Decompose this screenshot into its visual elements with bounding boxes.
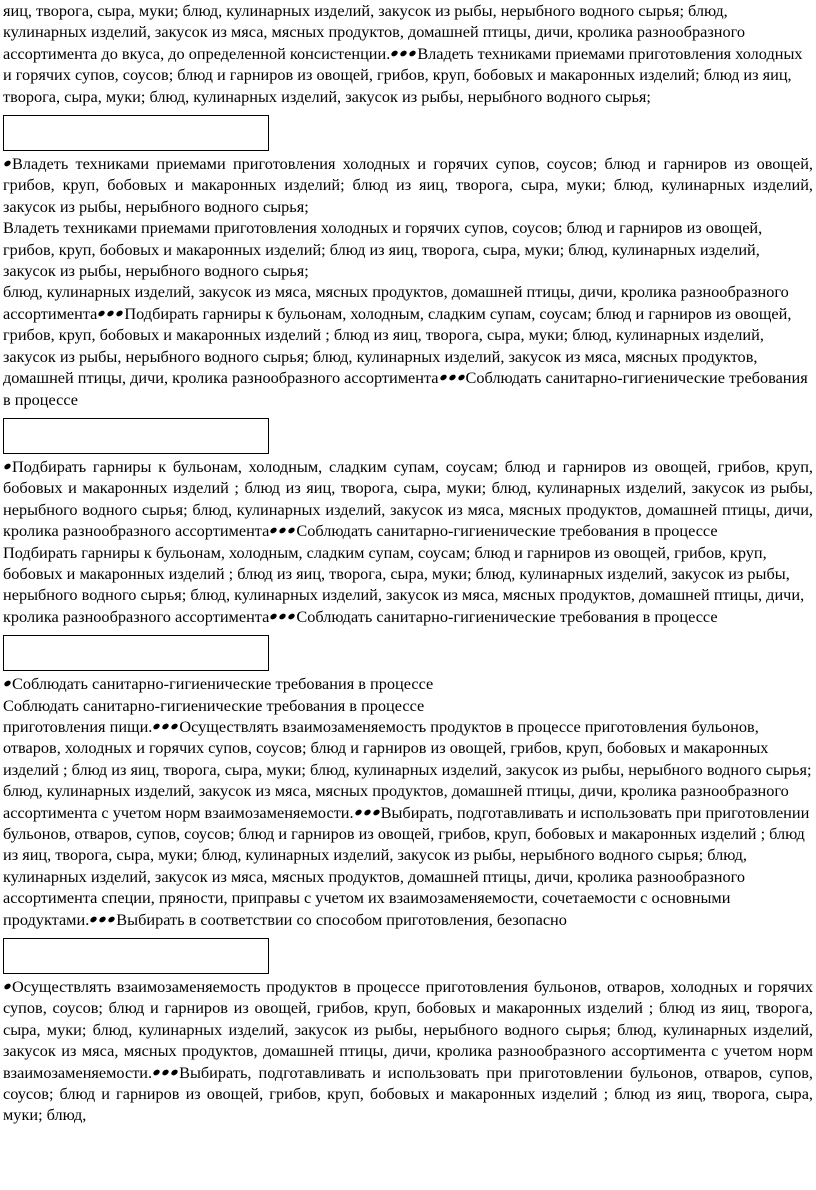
- paragraph-text: Осуществлять взаимозаменяемость продуктов в процессе приготовления бульонов, отваров, холодных и горячих супов, соусов; блюд и гарниров из овощей, грибов, круп, бобовых и макаронных изделий ; блюд из яиц, творога, сыра, муки; блюд, кулинарных изделий, закусок из рыбы, нерыбного водного сырья; блюд, кулинарных изделий, закусок из мяса, мясных продуктов, домашней птицы, дичи, кролика разнообразного ассортимента с учетом норм взаимозаменяемости.: [3, 977, 813, 1082]
- bullet-dots-icon: [89, 910, 116, 929]
- bullet-dot-icon: [372, 808, 381, 816]
- bullet-dot-icon: [400, 49, 409, 57]
- paragraph-text: Подбирать гарниры к бульонам, холодным, сладким супам, соусам; блюд и гарниров из овощей, грибов, круп, бобовых и макаронных изделий ; блюд из яиц, творога, сыра, муки; блюд, кулинарных изделий, закусок из рыбы, нерыбного водного сырья; блюд, кулинарных изделий, закусок из мяса, мясных продуктов, домашней птицы, дичи, кролика разнообразного ассортимента: [3, 303, 792, 388]
- paragraph-text: блюд, кулинарных изделий, закусок из мяса, мясных продуктов, домашней птицы, дичи, кролика разнообразного ассортимента: [3, 282, 789, 323]
- bullet-dot-icon: [439, 374, 448, 382]
- paragraph: [3, 673, 813, 694]
- paragraph-text: Соблюдать санитарно-гигиенические требования в процессе: [3, 695, 425, 715]
- bullet-dot-icon: [3, 462, 12, 470]
- bullet-dots-icon: [269, 607, 296, 626]
- bullet-dot-icon: [3, 982, 12, 990]
- bullet-dots-icon: [97, 304, 124, 323]
- paragraph: [3, 0, 813, 107]
- paragraph-text: яиц, творога, сыра, муки; блюд, кулинарных изделий, закусок из рыбы, нерыбного водного сырья; блюд, кулинарных изделий, закусок из мяса, мясных продуктов, домашней птицы, дичи, кролика разнообразного ассортимента до вкуса, до определенной консистенции.: [3, 1, 746, 63]
- paragraph-text: Соблюдать санитарно-гигиенические требования в процессе: [12, 674, 434, 694]
- bullet-dots-icon: [3, 977, 12, 996]
- paragraph-text: Подбирать гарниры к бульонам, холодным, сладким супам, соусам; блюд и гарниров из овощей, грибов, круп, бобовых и макаронных изделий ; блюд из яиц, творога, сыра, муки; блюд, кулинарных изделий, закусок из рыбы, нерыбного водного сырья; блюд, кулинарных изделий, закусок из мяса, мясных продуктов, домашней птицы, дичи, кролика разнообразного ассортимента: [3, 542, 805, 626]
- bullet-dots-icon: [3, 154, 12, 173]
- bullet-dot-icon: [288, 527, 297, 535]
- bullet-dot-icon: [270, 527, 279, 535]
- bullet-dot-icon: [363, 808, 372, 816]
- paragraph-text: Осуществлять взаимозаменяемость продуктов в процессе приготовления бульонов, отваров, холодных и горячих супов, соусов; блюд и гарниров из овощей, грибов, круп, бобовых и макаронных изделий ; блюд из яиц, творога, сыра, муки; блюд, кулинарных изделий, закусок из рыбы, нерыбного водного сырья; блюд, кулинарных изделий, закусок из мяса, мясных продуктов, домашней птицы, дичи, кролика разнообразного ассортимента с учетом норм взаимозаменяемости.: [3, 716, 812, 822]
- bullet-dot-icon: [448, 374, 457, 382]
- paragraph-text: Соблюдать санитарно-гигиенические требования в процессе: [296, 606, 718, 626]
- blank-box: [3, 115, 269, 151]
- bullet-dots-icon: [3, 457, 12, 476]
- bullet-dot-icon: [288, 612, 297, 620]
- paragraph: [3, 716, 813, 930]
- paragraph: [3, 153, 813, 217]
- paragraph-text: Владеть техниками приемами приготовления холодных и горячих супов, соусов; блюд и гарниров из овощей, грибов, круп, бобовых и макаронных изделий; блюд из яиц, творога, сыра, муки; блюд, кулинарных изделий, закусок из рыбы, нерыбного водного сырья;: [3, 154, 813, 216]
- bullet-dot-icon: [3, 680, 12, 688]
- blank-box: [3, 635, 269, 671]
- paragraph-text: Владеть техниками приемами приготовления холодных и горячих супов, соусов; блюд и гарниров из овощей, грибов, круп, бобовых и макаронных изделий; блюд из яиц, творога, сыра, муки; блюд, кулинарных изделий, закусок из рыбы, нерыбного водного сырья;: [3, 43, 803, 106]
- bullet-dot-icon: [170, 1068, 179, 1076]
- bullet-dot-icon: [116, 309, 125, 317]
- bullet-dots-icon: [390, 44, 417, 63]
- bullet-dots-icon: [152, 717, 179, 736]
- paragraph: [3, 695, 813, 716]
- bullet-dot-icon: [354, 808, 363, 816]
- blank-box: [3, 938, 269, 974]
- bullet-dot-icon: [279, 612, 288, 620]
- bullet-dot-icon: [161, 1068, 170, 1076]
- paragraph-text: Соблюдать санитарно-гигиенические требования в процессе: [3, 368, 808, 409]
- paragraph-text: Выбирать, подготавливать и использовать при приготовлении бульонов, отваров, супов, соусов; блюд и гарниров из овощей, грибов, круп, бобовых и макаронных изделий ; блюд из яиц, творога, сыра, муки; блюд,: [3, 1062, 813, 1125]
- paragraph-text: Выбирать, подготавливать и использовать при приготовлении бульонов, отваров, супов, соусов; блюд и гарниров из овощей, грибов, круп, бобовых и макаронных изделий ; блюд из яиц, творога, сыра, муки; блюд, кулинарных изделий, закусок из рыбы, нерыбного водного сырья; блюд, кулинарных изделий, закусок из мяса, мясных продуктов, домашней птицы, дичи, кролика разнообразного ассортимента специи, пряности, приправы с учетом их взаимозаменяемости, сочетаемости с основными продуктами.: [3, 802, 810, 929]
- bullet-dots-icon: [439, 368, 466, 387]
- paragraph: [3, 456, 813, 542]
- blank-box: [3, 418, 269, 454]
- bullet-dots-icon: [152, 1063, 179, 1082]
- paragraph: [3, 542, 813, 628]
- bullet-dot-icon: [107, 309, 116, 317]
- paragraph-text: Соблюдать санитарно-гигиенические требования в процессе: [296, 521, 718, 541]
- bullet-dots-icon: [354, 803, 381, 822]
- paragraph: [3, 217, 813, 281]
- paragraph-text: приготовления пищи.: [3, 716, 153, 736]
- bullet-dot-icon: [409, 49, 418, 57]
- bullet-dots-icon: [3, 674, 12, 693]
- bullet-dot-icon: [391, 49, 400, 57]
- bullet-dot-icon: [98, 309, 107, 317]
- paragraph-text: Подбирать гарниры к бульонам, холодным, сладким супам, соусам; блюд и гарниров из овощей, грибов, круп, бобовых и макаронных изделий ; блюд из яиц, творога, сыра, муки; блюд, кулинарных изделий, закусок из рыбы, нерыбного водного сырья; блюд, кулинарных изделий, закусок из мяса, мясных продуктов, домашней птицы, дичи, кролика разнообразного ассортимента: [3, 456, 813, 541]
- bullet-dot-icon: [153, 722, 162, 730]
- bullet-dot-icon: [89, 915, 98, 923]
- bullet-dot-icon: [457, 374, 466, 382]
- paragraph-text: Владеть техниками приемами приготовления холодных и горячих супов, соусов; блюд и гарниров из овощей, грибов, круп, бобовых и макаронных изделий; блюд из яиц, творога, сыра, муки; блюд, кулинарных изделий, закусок из рыбы, нерыбного водного сырья;: [3, 218, 763, 281]
- bullet-dot-icon: [152, 1068, 161, 1076]
- paragraph: [3, 281, 813, 409]
- bullet-dot-icon: [3, 159, 12, 167]
- paragraph-text: Выбирать в соответствии со способом приготовления, безопасно: [116, 909, 567, 929]
- bullet-dot-icon: [98, 915, 107, 923]
- bullet-dot-icon: [270, 612, 279, 620]
- bullet-dot-icon: [279, 527, 288, 535]
- bullet-dots-icon: [269, 521, 296, 540]
- bullet-dot-icon: [107, 915, 116, 923]
- paragraph: [3, 976, 813, 1126]
- bullet-dot-icon: [171, 722, 180, 730]
- bullet-dot-icon: [162, 722, 171, 730]
